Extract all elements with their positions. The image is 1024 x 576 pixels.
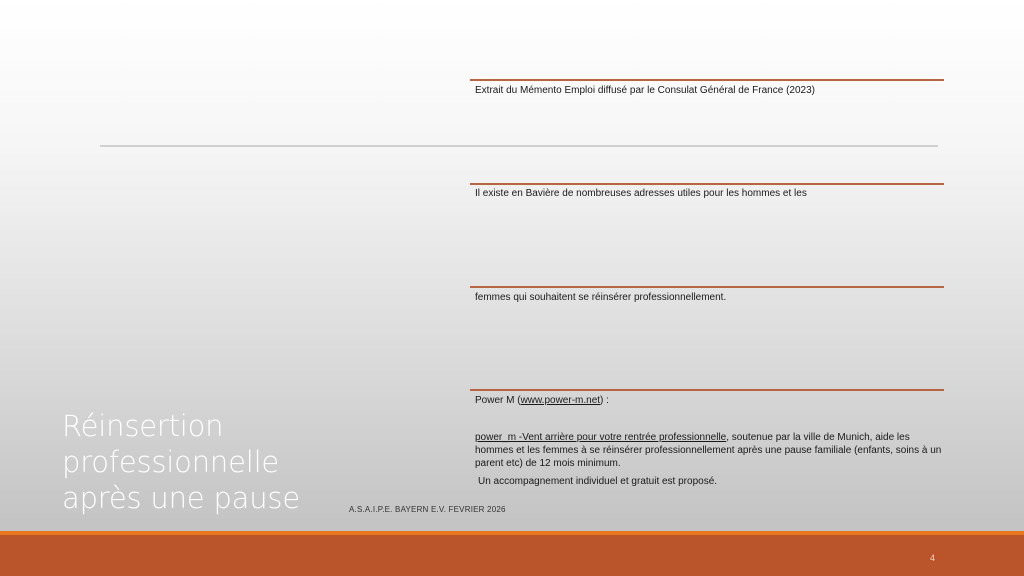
powerm-description xyxy=(475,431,945,470)
memento-source-text: Extrait du Mémento Emploi diffusé par le Consulat Général de France (2023) xyxy=(475,85,815,96)
intro-text-line2: femmes qui souhaitent se réinsérer professionnellement. xyxy=(475,292,727,303)
accompaniment-text: Un accompagnement individuel et gratuit est proposé. xyxy=(478,476,718,487)
bottom-bar xyxy=(0,535,1024,576)
powerm-prefix: Power M ( xyxy=(475,395,521,406)
powerm-website-link[interactable]: www.power-m.net xyxy=(520,395,601,406)
page-number: 4 xyxy=(930,553,936,563)
divider-line xyxy=(470,389,944,391)
intro-text-line1: Il existe en Bavière de nombreuses adresses utiles pour les hommes et les xyxy=(475,188,807,199)
powerm-program-link[interactable]: power_m -Vent arrière pour votre rentrée professionnelle xyxy=(475,432,727,443)
horizontal-rule xyxy=(100,145,938,147)
footer-text: A.S.A.I.P.E. BAYERN E.V. FEVRIER 2026 xyxy=(349,505,506,514)
divider-line xyxy=(470,79,944,81)
divider-line xyxy=(470,286,944,288)
divider-line xyxy=(470,183,944,185)
powerm-heading xyxy=(475,395,609,407)
powerm-description-rest: , soutenue par la ville de Munich, aide les hommes et les femmes à se réinsérer professionnellement après une pause familiale (enfants, soins à un parent etc) de 12 mois minimum. xyxy=(475,432,942,469)
slide-title: Réinsertion professionnelle après une pause xyxy=(62,409,300,515)
powerm-suffix: ) : xyxy=(600,395,609,406)
